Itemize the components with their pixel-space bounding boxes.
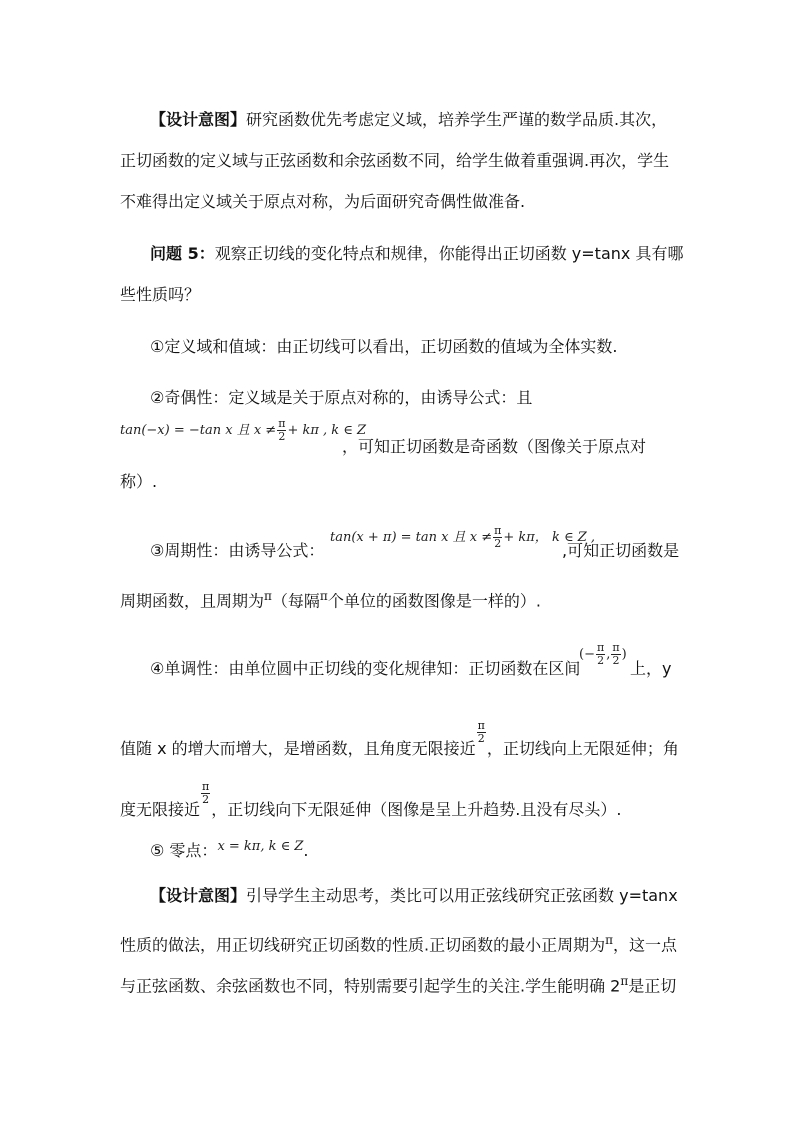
property-zeros: [150, 836, 309, 862]
parity-conclusion: ，可知正切函数是奇函数（图像关于原点对: [342, 437, 647, 456]
parity-formula-pi: π: [278, 417, 286, 430]
monotonic-frac-1-num: π: [477, 719, 485, 732]
intent2-line2-b: ，这一点: [612, 935, 677, 955]
parity-formula-left: tan(−x) = −tan x 且 x ≠: [120, 423, 277, 438]
interval-fraction-1: [596, 642, 605, 667]
intent1-text1: 研究函数优先考虑定义域，培养学生严谨的数学品质.其次，: [246, 110, 668, 129]
period-line2-c: 个单位的函数图像是一样的）.: [327, 591, 541, 611]
zeros-lead: ⑤ 零点：: [150, 841, 218, 860]
parity-formula-right: + kπ , k ∈ Z: [287, 423, 367, 438]
zeros-end: .: [303, 841, 309, 860]
intent1-line1: [150, 109, 667, 131]
intent1-label: 【设计意图】: [150, 110, 247, 129]
monotonic-interval: [579, 642, 627, 667]
period-formula-left: tan(x + π) = tan x 且 x ≠: [330, 530, 493, 545]
property-period-line2: [120, 585, 541, 612]
monotonic-frac-2-num: π: [202, 780, 210, 793]
period-pi-2: π: [319, 589, 328, 603]
interval-pi-1: π: [596, 641, 605, 654]
property-domain-range: ①定义域和值域：由正切线可以看出，正切函数的值域为全体实数.: [150, 337, 618, 356]
intent2-pi-2: π: [620, 974, 629, 988]
monotonic-line2-b: ，正切线向上无限延伸；角: [486, 739, 679, 758]
interval-den-2: 2: [612, 654, 620, 667]
monotonic-line3-a: 度无限接近: [120, 800, 201, 819]
intent2-pi: π: [605, 933, 613, 947]
intent2-line2-a: 性质的做法，用正切线研究正切函数的性质.正切函数的最小正周期为: [120, 935, 606, 955]
intent2-line3: [120, 970, 676, 997]
property-monotonic-line1: ④单调性：由单位圆中正切线的变化规律知：正切函数在区间: [150, 659, 581, 678]
property-monotonic-line3: [120, 781, 621, 821]
interval-den-1: 2: [597, 654, 605, 667]
period-pi: π: [264, 589, 272, 603]
question5-line2: 些性质吗？: [120, 285, 201, 304]
period-formula-den: 2: [494, 537, 502, 550]
parity-formula-den: 2: [278, 430, 286, 443]
intent2-text1: 引导学生主动思考，类比可以用正弦线研究正弦函数 y=tanx: [246, 886, 678, 905]
period-line2-a: 周期函数，且周期为: [120, 591, 265, 611]
period-formula-pi: π: [494, 524, 502, 537]
monotonic-frac-2: [201, 781, 210, 806]
question5-label: 问题 5：: [150, 244, 215, 263]
monotonic-line3-b: ，正切线向下无限延伸（图像是呈上升趋势.且没有尽头）.: [211, 800, 622, 819]
intent2-label: 【设计意图】: [150, 886, 247, 905]
intent1-line3: 不难得出定义域关于原点对称，为后面研究奇偶性做准备.: [120, 192, 526, 211]
interval-sep: ,: [606, 647, 611, 662]
zeros-formula: x = kπ, k ∈ Z: [217, 839, 304, 854]
question5-line1: [150, 243, 683, 265]
monotonic-frac-2-den: 2: [202, 793, 210, 806]
intent2-line3-a: 与正弦函数、余弦函数也不同，特别需要引起学生的关注.学生能明确 2: [120, 976, 621, 996]
monotonic-line1-end: 上，y: [630, 659, 672, 678]
interval-fraction-2: [611, 642, 620, 667]
period-formula-fraction: [493, 525, 502, 550]
monotonic-line2-a: 值随 x 的增大而增大，是增函数，且角度无限接近: [120, 739, 476, 758]
intent2-line2: [120, 929, 677, 956]
interval-close: ): [621, 647, 627, 662]
property-parity-line1: ②奇偶性：定义域是关于原点对称的，由诱导公式：且: [150, 388, 533, 407]
property-monotonic-line2: [120, 720, 679, 760]
property-period-line1: [150, 540, 324, 562]
property-parity-line3: 称）.: [120, 472, 158, 491]
period-conclusion: ,可知正切函数是: [562, 541, 680, 560]
question5-text1: 观察正切线的变化特点和规律，你能得出正切函数 y=tanx 具有哪: [214, 244, 684, 263]
period-line2-b: （每隔: [271, 591, 320, 611]
period-formula: [330, 525, 595, 550]
parity-formula: [120, 418, 366, 443]
intent2-line1: [150, 885, 678, 907]
period-lead: ③周期性：由诱导公式：: [150, 541, 325, 560]
period-formula-right: + kπ， k ∈ Z ,: [503, 530, 596, 545]
parity-formula-fraction: [277, 418, 286, 443]
interval-open: (−: [579, 647, 595, 662]
intent2-line3-b: 是正切: [628, 976, 677, 996]
interval-pi-2: π: [612, 641, 620, 654]
monotonic-frac-1: [477, 720, 486, 745]
intent1-line2: 正切函数的定义域与正弦函数和余弦函数不同，给学生做着重强调.再次，学生: [120, 151, 670, 170]
monotonic-frac-1-den: 2: [477, 732, 485, 745]
